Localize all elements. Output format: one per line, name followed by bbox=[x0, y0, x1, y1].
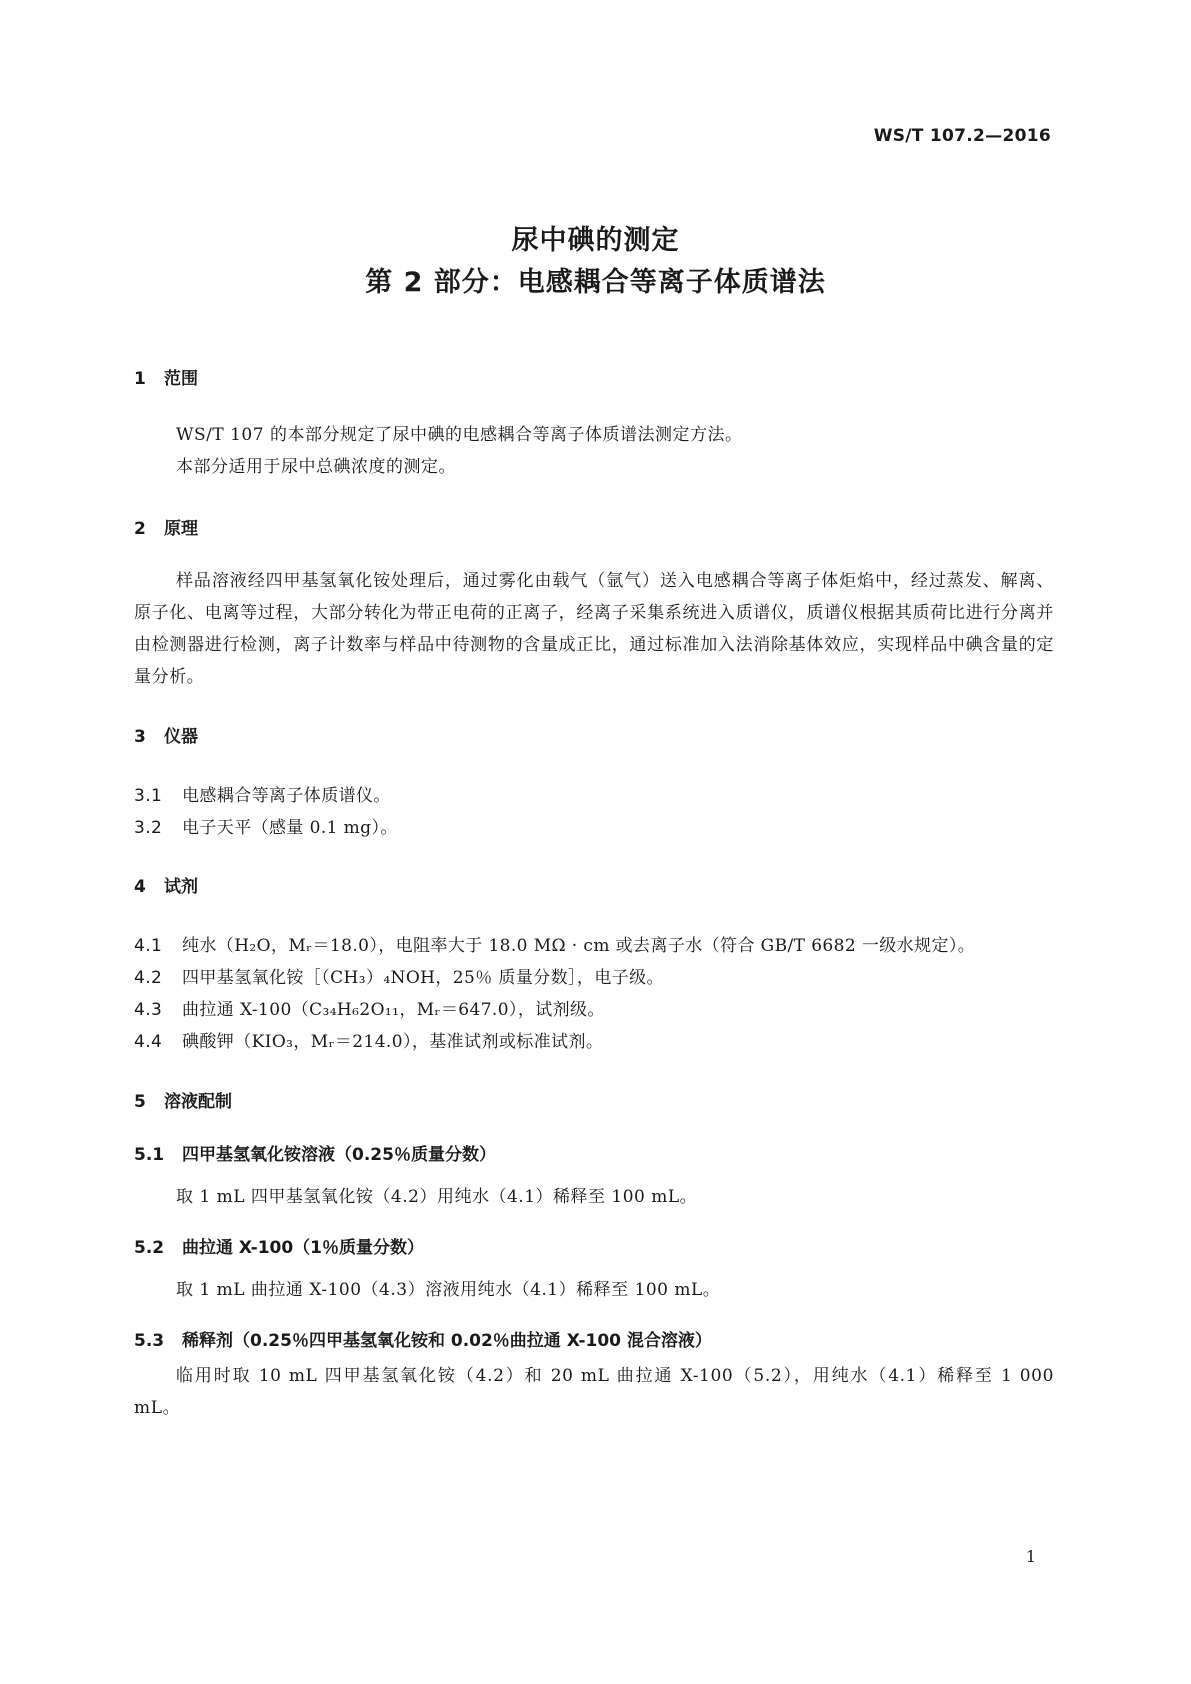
section-2-paragraph: 样品溶液经四甲基氢氧化铵处理后，通过雾化由载气（氩气）送入电感耦合等离子体炬焰中，经过蒸发、解离、原子化、电离等过程，大部分转化为带正电荷的正离子，经离子采集系统进入质谱仪，质谱仪根据其质荷比进行分离并由检测器进行检测，离子计数率与样品中待测物的含量成正比，通过标准加入法消除基体效应，实现样品中碘含量的定量分析。 bbox=[134, 571, 1054, 687]
subsection-5-3-text: 临用时取 10 mL 四甲基氢氧化铵（4.2）和 20 mL 曲拉通 X-100（5.2），用纯水（4.1）稀释至 1 000 mL。 bbox=[134, 1366, 1054, 1418]
item-text: 四甲基氢氧化铵［（CH₃）₄NOH，25％ 质量分数］，电子级。 bbox=[182, 968, 664, 988]
subsection-5-3-heading bbox=[134, 1326, 712, 1351]
section-number: 3 bbox=[134, 727, 146, 747]
section-number: 4 bbox=[134, 877, 146, 897]
section-1-heading bbox=[134, 364, 198, 389]
list-item bbox=[134, 963, 664, 988]
section-title: 原理 bbox=[164, 519, 198, 539]
list-item bbox=[134, 781, 391, 806]
list-item bbox=[134, 813, 398, 838]
section-4-heading bbox=[134, 872, 198, 897]
section-number: 5 bbox=[134, 1092, 146, 1112]
title-line-1: 尿中碘的测定 bbox=[511, 225, 680, 256]
section-2-heading bbox=[134, 514, 198, 539]
subsection-title: 四甲基氢氧化铵溶液（0.25％质量分数） bbox=[182, 1145, 496, 1165]
section-title: 仪器 bbox=[164, 727, 198, 747]
list-item bbox=[134, 1027, 603, 1052]
section-1-paragraph-2: 本部分适用于尿中总碘浓度的测定。 bbox=[176, 457, 456, 477]
subsection-number: 5.2 bbox=[134, 1238, 165, 1258]
section-number: 2 bbox=[134, 519, 146, 539]
section-1-paragraph-1: WS/T 107 的本部分规定了尿中碘的电感耦合等离子体质谱法测定方法。 bbox=[176, 425, 743, 445]
item-text: 碘酸钾（KIO₃，Mᵣ＝214.0），基准试剂或标准试剂。 bbox=[182, 1032, 604, 1052]
list-item bbox=[134, 931, 975, 956]
section-title: 范围 bbox=[164, 369, 198, 389]
subsection-5-2-heading bbox=[134, 1233, 424, 1258]
subsection-5-1-text: 取 1 mL 四甲基氢氧化铵（4.2）用纯水（4.1）稀释至 100 mL。 bbox=[176, 1187, 698, 1207]
list-item bbox=[134, 995, 605, 1020]
item-number: 4.2 bbox=[134, 968, 163, 988]
item-number: 4.4 bbox=[134, 1032, 163, 1052]
subsection-title: 曲拉通 X-100（1％质量分数） bbox=[182, 1238, 425, 1258]
item-text: 纯水（H₂O，Mᵣ＝18.0），电阻率大于 18.0 MΩ · cm 或去离子水（符合 GB/T 6682 一级水规定）。 bbox=[182, 936, 976, 956]
page-number: 1 bbox=[1025, 1547, 1036, 1566]
section-number: 1 bbox=[134, 369, 146, 389]
subsection-number: 5.1 bbox=[134, 1145, 165, 1165]
item-number: 3.2 bbox=[134, 818, 163, 838]
subsection-5-2-text: 取 1 mL 曲拉通 X-100（4.3）溶液用纯水（4.1）稀释至 100 mL。 bbox=[176, 1280, 721, 1300]
section-title: 试剂 bbox=[164, 877, 198, 897]
title-line-2: 第 2 部分：电感耦合等离子体质谱法 bbox=[365, 267, 826, 298]
item-number: 3.1 bbox=[134, 786, 163, 806]
item-text: 曲拉通 X-100（C₃₄H₆2O₁₁，Mᵣ＝647.0），试剂级。 bbox=[182, 1000, 605, 1020]
item-number: 4.1 bbox=[134, 936, 163, 956]
item-number: 4.3 bbox=[134, 1000, 163, 1020]
subsection-title: 稀释剂（0.25％四甲基氢氧化铵和 0.02％曲拉通 X-100 混合溶液） bbox=[182, 1331, 712, 1351]
section-5-heading bbox=[134, 1087, 232, 1112]
standard-code: WS/T 107.2—2016 bbox=[873, 126, 1051, 146]
subsection-5-1-heading bbox=[134, 1140, 496, 1165]
section-title: 溶液配制 bbox=[164, 1092, 232, 1112]
item-text: 电子天平（感量 0.1 mg）。 bbox=[182, 818, 398, 838]
subsection-number: 5.3 bbox=[134, 1331, 165, 1351]
section-3-heading bbox=[134, 722, 198, 747]
item-text: 电感耦合等离子体质谱仪。 bbox=[182, 786, 391, 806]
